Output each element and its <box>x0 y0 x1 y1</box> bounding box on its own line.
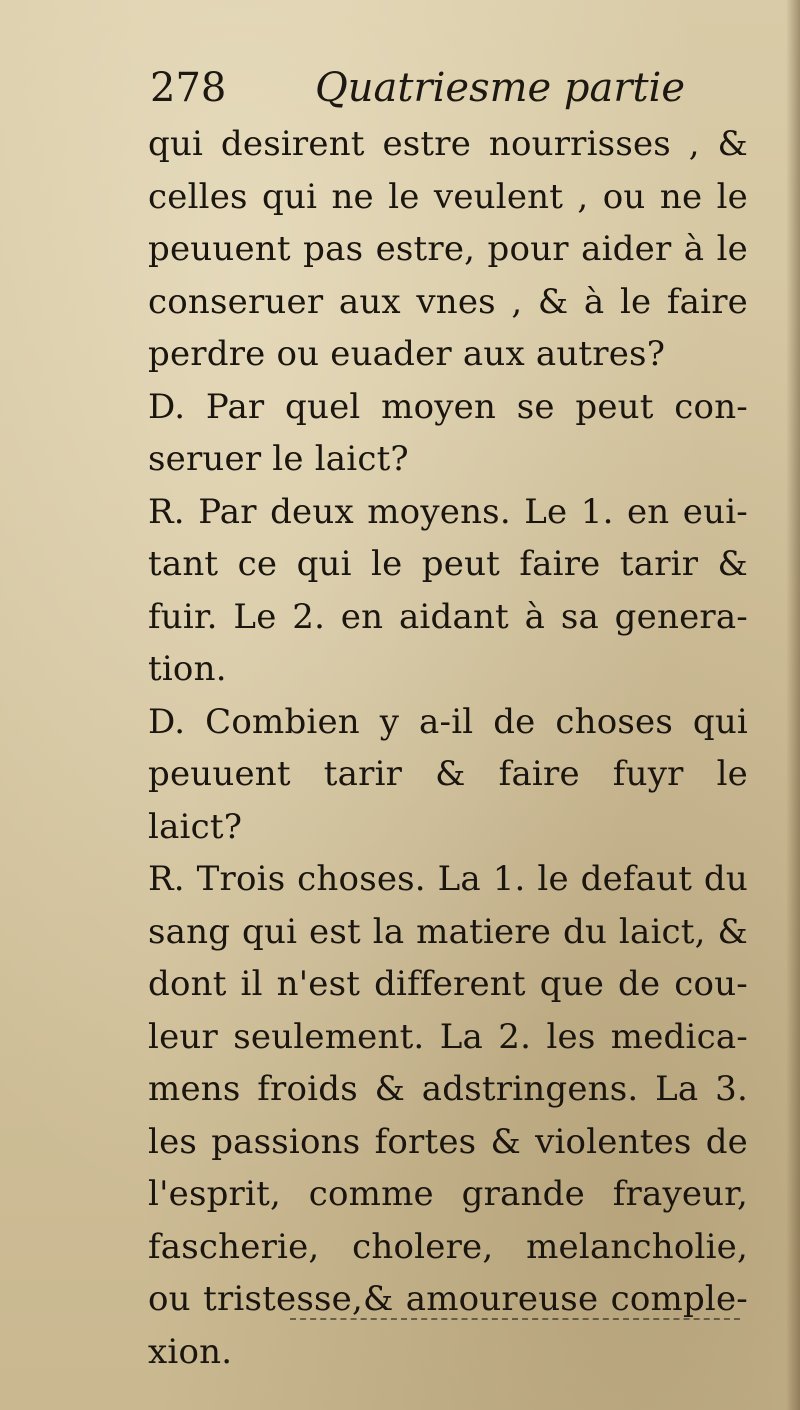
text-line: peuuent tarir & faire fuyr le <box>148 754 748 794</box>
text-line: peuuent pas estre, pour aider à le <box>148 229 748 269</box>
text-line: R. Par deux moyens. Le 1. en eui- <box>148 491 748 532</box>
text-line: fascherie, cholere, melancholie, <box>148 1226 748 1267</box>
text-line: celles qui ne le veulent , ou ne le <box>148 176 748 217</box>
text-line: tant ce qui le peut faire tarir & <box>148 544 748 584</box>
text-line: R. Trois choses. La 1. le defaut du <box>148 859 748 899</box>
text-line: xion. <box>148 1331 233 1372</box>
text-line: les passions fortes & violentes de <box>148 1121 748 1162</box>
text-line: laict? <box>148 806 243 847</box>
text-line: dont il n'est different que de cou- <box>148 964 748 1004</box>
text-line: conseruer aux vnes , & à le faire <box>148 281 748 322</box>
running-title: Quatriesme partie <box>315 65 686 111</box>
text-line: tion. <box>148 649 227 689</box>
text-line: D. Combien y a-il de choses qui <box>148 701 748 742</box>
text-line: D. Par quel moyen se peut con- <box>148 386 748 427</box>
text-line: leur seulement. La 2. les medica- <box>148 1016 748 1057</box>
print-guide-line <box>290 1318 740 1322</box>
text-line: l'esprit, comme grande frayeur, <box>148 1174 748 1214</box>
text-line: perdre ou euader aux autres? <box>148 334 666 374</box>
text-line: sang qui est la matiere du laict, & <box>148 911 748 952</box>
page-number: 278 <box>150 65 227 111</box>
text-line: mens froids & adstringens. La 3. <box>148 1069 748 1109</box>
text-line: qui desirent estre nourrisses , & <box>148 124 748 164</box>
text-line: seruer le laict? <box>148 439 409 479</box>
page-header <box>150 58 750 118</box>
body-text <box>148 118 748 1378</box>
text-line: ou tristesse,& amoureuse comple- <box>148 1279 748 1319</box>
text-line: fuir. Le 2. en aidant à sa genera- <box>148 596 748 637</box>
